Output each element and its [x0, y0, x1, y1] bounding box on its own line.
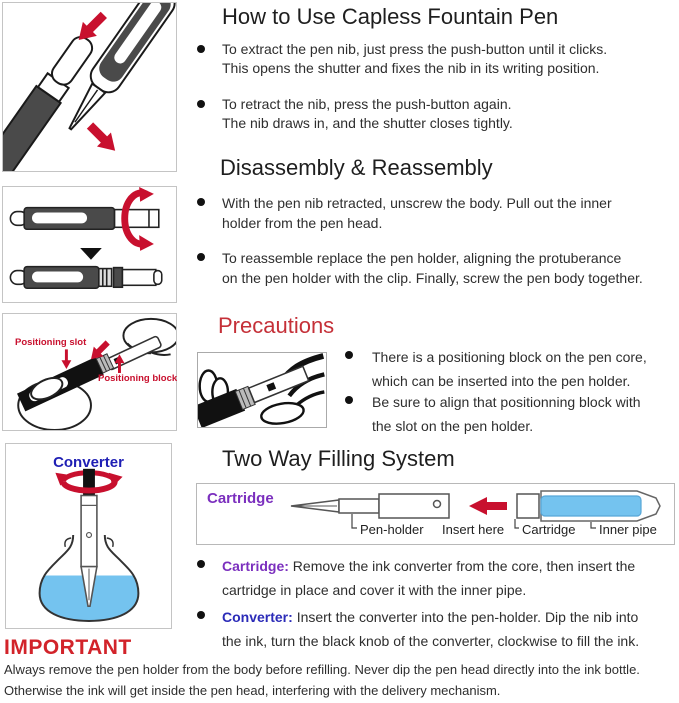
important-line-1: Always remove the pen holder from the body before refilling. Never dip the pen head directly into the ink bottle.: [4, 662, 640, 677]
press-arrow-icon: [83, 119, 122, 158]
bullet-line: To extract the pen nib, just press the push-button until it clicks.: [222, 41, 608, 57]
bullet-icon: [345, 351, 353, 359]
press-button-illustration: [3, 3, 176, 171]
figure-precaution-hand: [197, 352, 327, 428]
down-triangle-icon: [80, 248, 102, 260]
unscrew-illustration: [3, 187, 176, 302]
bullet-line: To retract the nib, press the push-button again.: [222, 96, 512, 112]
bullet-icon: [345, 396, 353, 404]
bullet-line: This opens the shutter and fixes the nib in its writing position.: [222, 60, 600, 76]
bullet-line: Be sure to align that positionning block with: [372, 394, 641, 410]
bullet-line: the ink, turn the black knob of the converter, clockwise to fill the ink.: [222, 633, 640, 649]
cartridge-bullet: [197, 554, 635, 602]
important-title: IMPORTANT: [4, 636, 132, 659]
bullet-line: Converter: Insert the converter into the pen-holder. Dip the nib into: [222, 609, 639, 625]
howto-bullet-1: [197, 40, 607, 78]
cartridge-shape: [541, 496, 641, 516]
precaution-hand-illustration: [198, 353, 326, 427]
howto-bullet-2: [197, 95, 513, 133]
callout-cartridge: Cartridge: [522, 522, 576, 537]
disassembly-bullet-2: [197, 248, 643, 288]
bullet-line: With the pen nib retracted, unscrew the body. Pull out the inner: [222, 195, 612, 211]
converter-bullet: [197, 605, 639, 653]
bullet-icon: [197, 253, 205, 261]
converter-lead: Converter:: [222, 609, 293, 625]
converter-bottle-illustration: [6, 444, 171, 628]
bullet-line: The nib draws in, and the shutter closes tightly.: [222, 115, 513, 131]
bullet-icon: [197, 560, 205, 568]
figure-unscrew-body: [2, 186, 177, 303]
bullet-icon: [197, 100, 205, 108]
callout-inner-pipe: Inner pipe: [599, 522, 657, 537]
callout-insert-here: Insert here: [442, 522, 505, 537]
positioning-illustration: [3, 314, 176, 430]
bullet-icon: [197, 45, 205, 53]
bullet-icon: [197, 198, 205, 206]
bullet-line: To reassemble replace the pen holder, aligning the protuberance: [222, 250, 622, 266]
section-title-two-way: Two Way Filling System: [222, 446, 455, 471]
precautions-bullet-1: [345, 345, 647, 393]
section-title-precautions: Precautions: [218, 313, 335, 338]
bullet-line: on the pen holder with the clip. Finally, screw the pen body together.: [222, 270, 643, 286]
bullet-line: cartridge in place and cover it with the inner pipe.: [222, 582, 527, 598]
bullet-line: There is a positioning block on the pen core,: [372, 349, 647, 365]
callout-pen-holder: Pen-holder: [360, 522, 424, 537]
diagram-cartridge-label: Cartridge: [207, 490, 274, 507]
bullet-line: holder from the pen head.: [222, 215, 383, 231]
bullet-line: the slot on the pen holder.: [372, 418, 534, 434]
figure-press-button: [2, 2, 177, 172]
section-title-how-to-use: How to Use Capless Fountain Pen: [222, 4, 559, 29]
cartridge-diagram: [196, 483, 675, 545]
figure-converter-bottle: [5, 443, 172, 629]
figure-positioning: [2, 313, 177, 431]
insert-arrow-icon: [469, 497, 507, 515]
positioning-block-label: Positioning block: [98, 373, 178, 384]
bullet-icon: [197, 611, 205, 619]
section-title-disassembly: Disassembly & Reassembly: [220, 155, 493, 180]
important-line-2: Otherwise the ink will get inside the pen head, interfering with the delivery mechanism.: [4, 683, 501, 698]
bullet-line: Cartridge: Remove the ink converter from the core, then insert the: [222, 558, 636, 574]
cartridge-lead: Cartridge:: [222, 558, 289, 574]
disassembly-bullet-1: [197, 193, 612, 233]
converter-figure-label: Converter: [53, 454, 124, 471]
slot-pointer-arrow-icon: [61, 349, 71, 369]
positioning-slot-label: Positioning slot: [15, 337, 87, 348]
precautions-bullet-2: [345, 390, 641, 438]
bullet-line: which can be inserted into the pen holder.: [372, 373, 631, 389]
